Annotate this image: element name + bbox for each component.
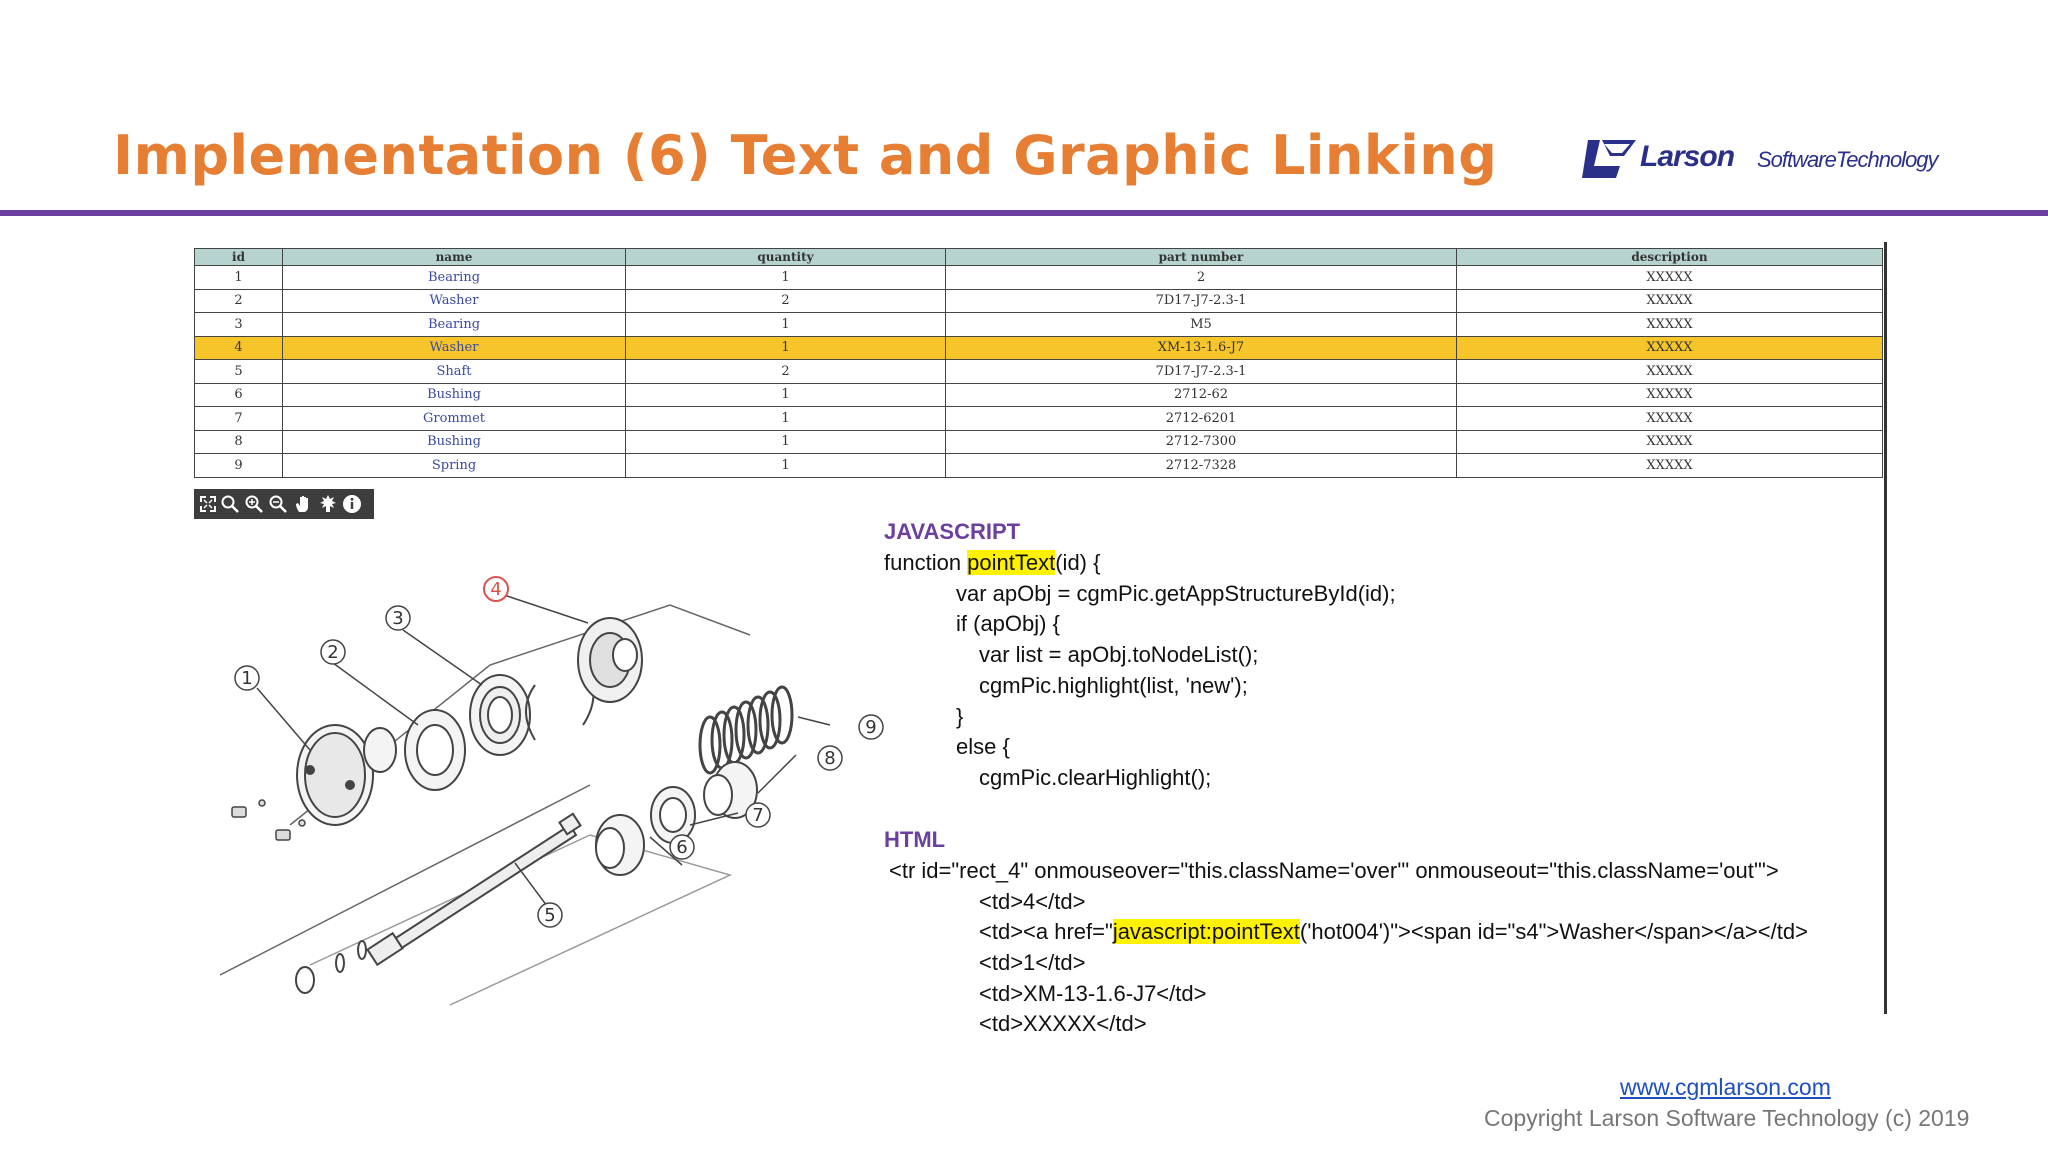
cell-id: 1	[195, 266, 283, 290]
callout-3[interactable]	[386, 606, 410, 630]
cell-name-link[interactable]: Bearing	[283, 313, 626, 337]
cell-name-link[interactable]: Grommet	[283, 407, 626, 431]
code-line: <tr id="rect_4" onmouseover="this.className='over'" onmouseout="this.className='out'">	[889, 858, 1779, 883]
cell-part-number: 2	[946, 266, 1457, 290]
table-row[interactable]	[195, 407, 1883, 431]
copyright-text: Copyright Larson Software Technology (c) 2019	[1484, 1105, 1970, 1131]
part-4-washer	[578, 618, 642, 702]
code-line: var apObj = cgmPic.getAppStructureById(id);	[956, 581, 1396, 606]
table-header-row	[195, 249, 1883, 266]
column-header: name	[283, 249, 626, 266]
larson-logo-mark-icon	[1580, 136, 1640, 180]
part-1-bearing	[297, 725, 396, 825]
cell-id: 7	[195, 407, 283, 431]
cell-part-number: 7D17-J7-2.3-1	[946, 360, 1457, 384]
svg-text:8: 8	[824, 748, 836, 769]
cell-id: 6	[195, 383, 283, 407]
svg-text:9: 9	[865, 717, 877, 738]
svg-text:4: 4	[490, 579, 502, 600]
logo-name: Larson	[1640, 140, 1735, 173]
code-text: ('hot004')"><span id="s4">Washer</span></a></td>	[1299, 919, 1808, 944]
cell-description: XXXXX	[1457, 289, 1883, 313]
cell-part-number: XM-13-1.6-J7	[946, 336, 1457, 360]
cell-description: XXXXX	[1457, 336, 1883, 360]
cell-name-link[interactable]: Bushing	[283, 430, 626, 454]
exploded-parts-diagram[interactable]	[190, 545, 910, 1025]
cell-name-link[interactable]: Bushing	[283, 383, 626, 407]
cell-description: XXXXX	[1457, 407, 1883, 431]
cell-id: 3	[195, 313, 283, 337]
part-9-spring	[700, 687, 792, 773]
cell-part-number: M5	[946, 313, 1457, 337]
code-line: }	[956, 704, 964, 729]
viewer-border	[1884, 242, 1887, 1014]
table-row[interactable]	[195, 430, 1883, 454]
code-highlight: pointText	[967, 550, 1056, 575]
svg-text:5: 5	[544, 905, 556, 926]
javascript-header: JAVASCRIPT	[884, 519, 1021, 544]
cell-quantity: 1	[626, 407, 946, 431]
highlight-icon[interactable]	[318, 494, 338, 514]
cell-quantity: 1	[626, 454, 946, 478]
cell-description: XXXXX	[1457, 454, 1883, 478]
table-row-selected[interactable]	[195, 336, 1883, 360]
part-screws	[232, 800, 305, 840]
cell-name-link[interactable]: Washer	[283, 289, 626, 313]
fit-icon[interactable]	[198, 494, 218, 514]
svg-text:1: 1	[241, 668, 253, 689]
code-line: <td>1</td>	[979, 950, 1086, 975]
column-header: id	[195, 249, 283, 266]
cell-quantity: 1	[626, 266, 946, 290]
callout-7[interactable]	[746, 803, 770, 827]
code-text: <td><a href="	[979, 919, 1113, 944]
svg-text:6: 6	[676, 837, 688, 858]
cell-description: XXXXX	[1457, 360, 1883, 384]
cell-part-number: 2712-7300	[946, 430, 1457, 454]
cell-part-number: 7D17-J7-2.3-1	[946, 289, 1457, 313]
cell-part-number: 2712-7328	[946, 454, 1457, 478]
code-text: function	[884, 550, 968, 575]
larson-logo	[1580, 132, 1940, 182]
cell-quantity: 1	[626, 336, 946, 360]
cell-id: 8	[195, 430, 283, 454]
cell-id: 4	[195, 336, 283, 360]
html-header: HTML	[884, 827, 946, 852]
code-line: <td>4</td>	[979, 889, 1086, 914]
zoom-icon[interactable]	[220, 494, 240, 514]
table-row[interactable]	[195, 383, 1883, 407]
cell-part-number: 2712-62	[946, 383, 1457, 407]
cell-description: XXXXX	[1457, 313, 1883, 337]
callout-9[interactable]	[859, 715, 883, 739]
zoom-out-icon[interactable]	[268, 494, 288, 514]
code-line	[979, 918, 1808, 946]
callout-5[interactable]	[538, 903, 562, 927]
cell-name-link[interactable]: Spring	[283, 454, 626, 478]
cell-name-link[interactable]: Shaft	[283, 360, 626, 384]
part-clips	[296, 941, 366, 993]
cell-id: 2	[195, 289, 283, 313]
table-row[interactable]	[195, 454, 1883, 478]
parts-table	[194, 248, 1883, 478]
cell-id: 5	[195, 360, 283, 384]
cell-description: XXXXX	[1457, 266, 1883, 290]
code-line: if (apObj) {	[956, 611, 1060, 636]
part-7-grommet	[651, 787, 695, 843]
column-header: part number	[946, 249, 1457, 266]
callout-8[interactable]	[818, 746, 842, 770]
table-row[interactable]	[195, 289, 1883, 313]
callout-6[interactable]	[670, 835, 694, 859]
cell-quantity: 1	[626, 313, 946, 337]
cell-name-link[interactable]: Washer	[283, 336, 626, 360]
cell-description: XXXXX	[1457, 430, 1883, 454]
table-row[interactable]	[195, 360, 1883, 384]
cell-quantity: 1	[626, 430, 946, 454]
info-icon[interactable]	[342, 494, 362, 514]
callout-4-highlighted[interactable]	[484, 577, 508, 601]
title-divider	[0, 210, 2048, 216]
part-3-bearing	[470, 675, 530, 755]
slide-title: Implementation (6) Text and Graphic Linking	[113, 124, 1498, 187]
logo-tagline: SoftwareTechnology	[1757, 147, 1938, 172]
part-5-shaft	[368, 814, 581, 965]
cell-description: XXXXX	[1457, 383, 1883, 407]
cell-quantity: 2	[626, 289, 946, 313]
callout-2[interactable]	[321, 640, 345, 664]
code-line: else {	[956, 734, 1010, 759]
svg-text:7: 7	[752, 805, 764, 826]
pan-hand-icon[interactable]	[294, 494, 314, 514]
code-line: var list = apObj.toNodeList();	[979, 642, 1259, 667]
code-text: (id) {	[1055, 550, 1101, 575]
table-row[interactable]	[195, 313, 1883, 337]
cell-id: 9	[195, 454, 283, 478]
zoom-in-icon[interactable]	[244, 494, 264, 514]
viewer-toolbar	[194, 489, 374, 519]
column-header: quantity	[626, 249, 946, 266]
code-line: cgmPic.clearHighlight();	[979, 765, 1212, 790]
cell-name-link[interactable]: Bearing	[283, 266, 626, 290]
svg-text:2: 2	[327, 642, 339, 663]
part-6-bushing	[596, 815, 644, 875]
cell-quantity: 1	[626, 383, 946, 407]
table-row[interactable]	[195, 266, 1883, 290]
code-line: <td>XM-13-1.6-J7</td>	[979, 981, 1207, 1006]
code-line	[884, 549, 1100, 577]
cell-part-number: 2712-6201	[946, 407, 1457, 431]
callout-1[interactable]	[235, 666, 259, 690]
code-line: cgmPic.highlight(list, 'new');	[979, 673, 1248, 698]
svg-text:3: 3	[392, 608, 404, 629]
cell-quantity: 2	[626, 360, 946, 384]
column-header: description	[1457, 249, 1883, 266]
website-link[interactable]: www.cgmlarson.com	[1620, 1074, 1831, 1100]
code-line: <td>XXXXX</td>	[979, 1011, 1147, 1036]
code-highlight: javascript:pointText	[1112, 919, 1300, 944]
